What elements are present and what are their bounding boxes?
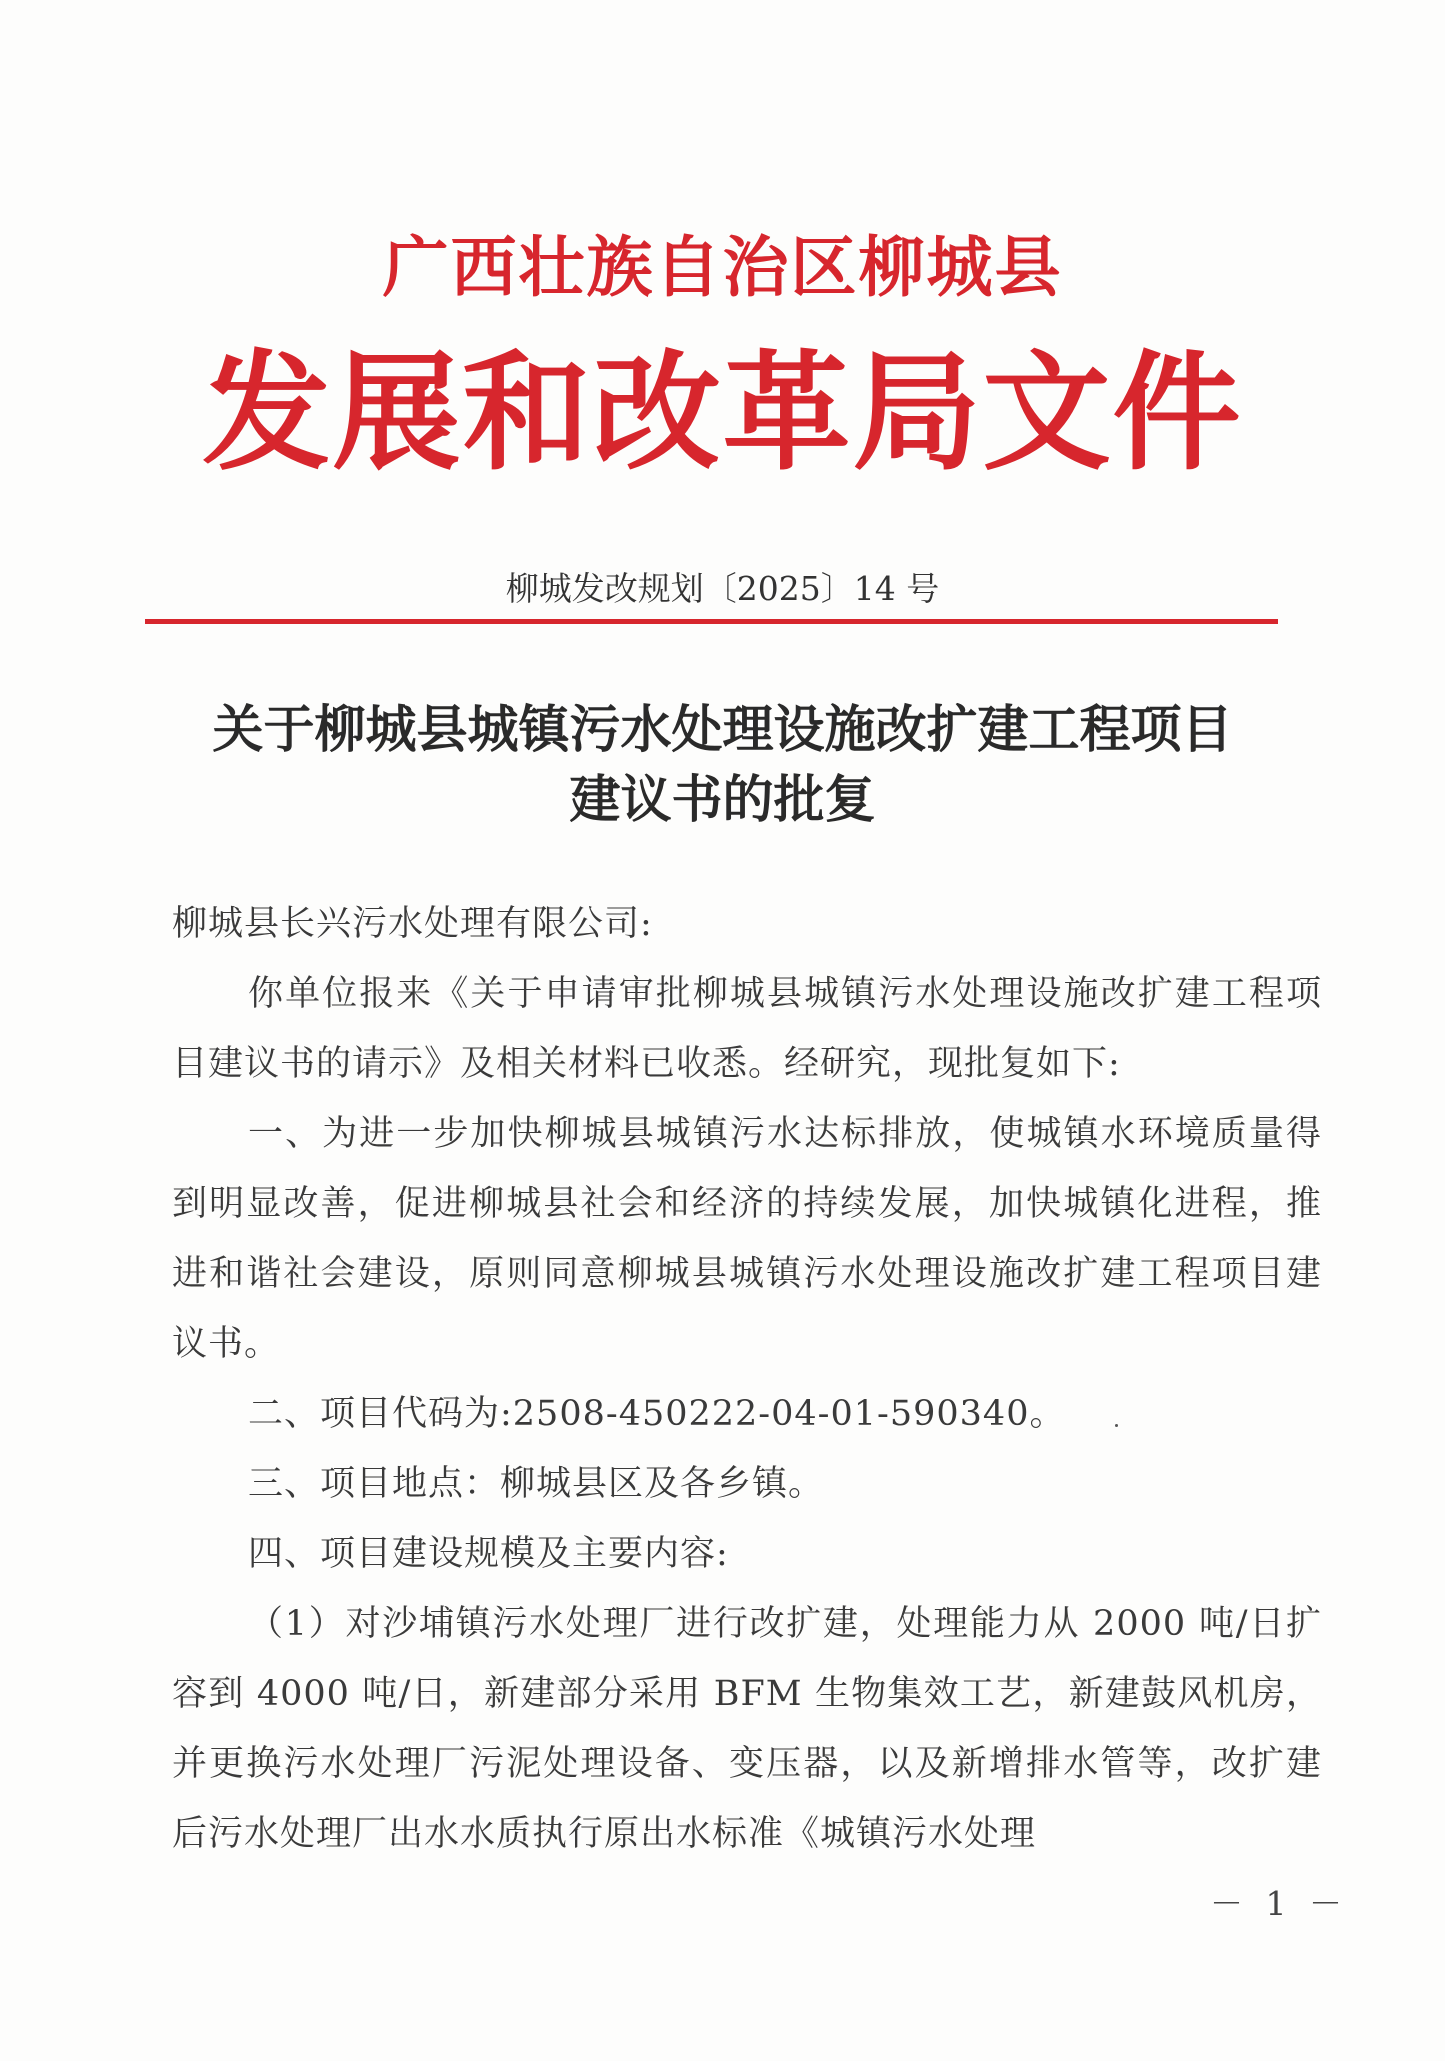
document-title [150,696,1295,836]
body-paragraph: 你单位报来《关于申请审批柳城县城镇污水处理设施改扩建工程项目建议书的请示》及相关材料已收悉。经研究，现批复如下: [172,974,1322,1084]
red-divider-line [145,619,1278,624]
document-body [172,889,1322,1869]
body-paragraph: 四、项目建设规模及主要内容: [248,1534,729,1574]
body-paragraph: （1）对沙埔镇污水处理厂进行改扩建，处理能力从 2000 吨/日扩容到 4000 吨/日，新建部分采用 BFM 生物集效工艺，新建鼓风机房，并更换污水处理厂污泥处理设备、变压器，以及新增排水管等，改扩建后污水处理厂出水水质执行原出水标准《城镇污水处理 [172,1604,1322,1854]
body-paragraph: 一、为进一步加快柳城县城镇污水达标排放，使城镇水环境质量得到明显改善，促进柳城县社会和经济的持续发展，加快城镇化进程，推进和谐社会建设，原则同意柳城县城镇污水处理设施改扩建工程项目建议书。 [172,1114,1322,1364]
document-header-title: 发展和改革局文件 [202,339,1243,488]
scan-speck [1115,1424,1118,1427]
page-number: － 1 － [1210,1884,1348,1923]
body-paragraph: 二、项目代码为:2508-450222-04-01-590340。 [248,1394,1066,1434]
title-line-1: 关于柳城县城镇污水处理设施改扩建工程项目 [212,701,1233,760]
body-paragraph: 三、项目地点：柳城县区及各乡镇。 [248,1464,825,1504]
issuer-name: 广西壮族自治区柳城县 [382,229,1063,306]
document-number: 柳城发改规划〔2025〕14 号 [505,569,940,608]
title-line-2: 建议书的批复 [569,771,876,830]
salutation: 柳城县长兴污水处理有限公司: [172,904,653,944]
